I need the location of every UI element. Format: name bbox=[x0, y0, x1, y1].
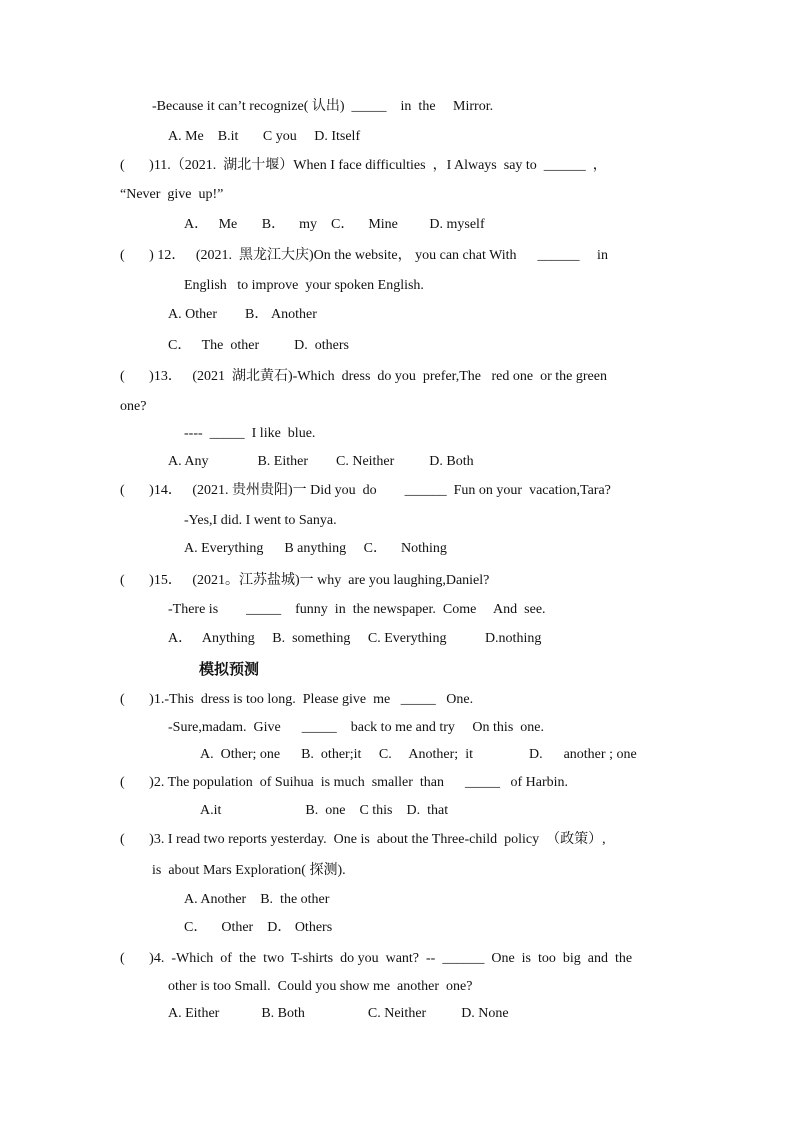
line-q13: ( )13． (2021 湖北黄石)-Which dress do you prefer,The red one or the green bbox=[120, 369, 607, 384]
line-p1: ( )1.-This dress is too long. Please give me _____ One. bbox=[120, 692, 474, 707]
line-p3-options-ab: A. Another B. the other bbox=[184, 892, 330, 907]
line-p4-options: A. Either B. Both C. Neither D. None bbox=[168, 1006, 509, 1021]
line-q15: ( )15． (2021。江苏盐城)一 why are you laughing,Daniel? bbox=[120, 573, 490, 588]
line-p2-options: A.it B. one C this D. that bbox=[200, 803, 449, 818]
line-q13-cont: one? bbox=[120, 399, 147, 414]
line-q11-options: A． Me B． my C． Mine D. myself bbox=[184, 217, 485, 232]
line-p3-cont: is about Mars Exploration( 探测). bbox=[152, 863, 346, 878]
line-p4-cont: other is too Small. Could you show me another one? bbox=[168, 979, 473, 994]
line-p4: ( )4. -Which of the two T-shirts do you want? -- ______ One is too big and the bbox=[120, 951, 633, 966]
line-q12-options-ab: A. Other B． Another bbox=[168, 307, 317, 322]
line-q12-options-cd: C． The other D. others bbox=[168, 338, 349, 353]
line-q10-answer: -Because it can’t recognize( 认出) _____ in the Mirror. bbox=[152, 99, 494, 114]
line-q14: ( )14． (2021. 贵州贵阳)一 Did you do ______ Fun on your vacation,Tara? bbox=[120, 483, 611, 498]
line-q12: ( ) 12． (2021. 黑龙江大庆)On the website， you can chat With ______ in bbox=[120, 248, 608, 263]
line-q13-options: A. Any B. Either C. Neither D. Both bbox=[168, 454, 474, 469]
line-q10-options: A. Me B.it C you D. Itself bbox=[168, 129, 361, 144]
line-q13-dialog: ---- _____ I like blue. bbox=[184, 426, 316, 441]
line-q14-options: A. Everything B anything C． Nothing bbox=[184, 541, 447, 556]
line-q11: ( )11.（2021. 湖北十堰）When I face difficulties ，I Always say to ______ ， bbox=[120, 158, 607, 173]
line-q14-dialog: -Yes,I did. I went to Sanya. bbox=[184, 513, 337, 528]
line-p3: ( )3. I read two reports yesterday. One is about the Three-child policy （政策）, bbox=[120, 832, 606, 847]
line-p1-dialog: -Sure,madam. Give _____ back to me and try On this one. bbox=[168, 720, 544, 735]
line-q15-options: A． Anything B. something C. Everything D.nothing bbox=[168, 631, 542, 646]
line-q12-cont: English to improve your spoken English. bbox=[184, 278, 424, 293]
line-q11-cont: “Never give up!” bbox=[120, 187, 224, 202]
section-heading: 模拟预测 bbox=[199, 660, 260, 678]
line-q15-dialog: -There is _____ funny in the newspaper. Come And see. bbox=[168, 602, 546, 617]
line-p1-options: A. Other; one B. other;it C. Another; it D. another ; one bbox=[200, 747, 637, 762]
line-p3-options-cd: C． Other D． Others bbox=[184, 920, 333, 935]
line-p2: ( )2. The population of Suihua is much smaller than _____ of Harbin. bbox=[120, 775, 569, 790]
